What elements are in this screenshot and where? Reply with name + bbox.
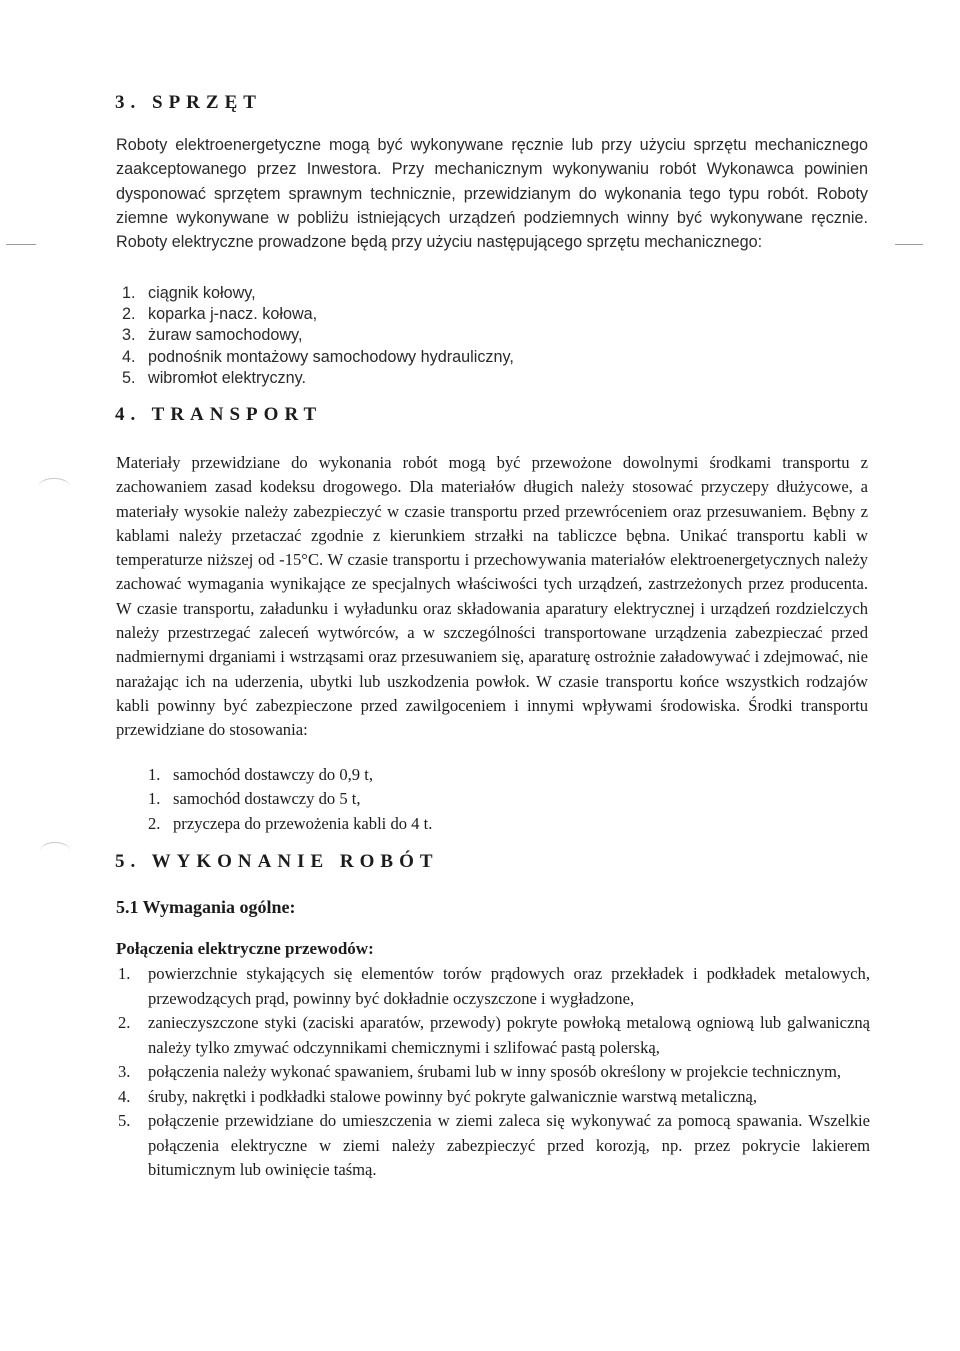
margin-mark-right: [895, 244, 923, 245]
section-heading-wykonanie: 5. WYKONANIE ROBÓT: [115, 851, 439, 872]
scan-arc-1: [38, 478, 70, 495]
list-item: 1. ciągnik kołowy,: [122, 284, 256, 302]
equipment-list: [0, 283, 514, 389]
list-item: 4. śruby, nakrętki i podkładki stalowe powinny być pokryte galwanicznie warstwą metaliczną,: [118, 1086, 758, 1106]
list-item: 5. połączenie przewidziane do umieszczenia w ziemi zaleca się wykonywać za pomocą spawania. Wszelkie połączenia elektryczne w ziemi należy zabezpieczyć przed korozją, np. przez pokrycie lakierem bitumicznym lub owinięcie taśmą.: [118, 1111, 870, 1179]
list-item: 2. przyczepa do przewożenia kabli do 4 t.: [148, 813, 433, 833]
list-item: 5. wibromłot elektryczny.: [122, 368, 307, 387]
connections-heading: Połączenia elektryczne przewodów:: [116, 939, 374, 958]
list-item: 3. połączenia należy wykonać spawaniem, śrubami lub w inny sposób określony w projekcie technicznym,: [118, 1062, 842, 1081]
list-item: 2. koparka j-nacz. kołowa,: [122, 305, 318, 324]
subsection-heading-wymagania: 5.1 Wymagania ogólne:: [116, 897, 296, 917]
transport-paragraph: Materiały przewidziane do wykonania robót mogą być przewożone dowolnymi środkami transportu z zachowaniem zasad kodeksu drogowego. Dla materiałów długich należy stosować przyczepy dłużycowe, a materiały wysokie należy zabezpieczyć w czasie transportu przed przewróceniem oraz przesuwaniem. Bębny z kablami należy przetaczać zgodnie z kierunkiem strzałki na tabliczce bębna. Unikać transportu kabli w temperaturze niższej od -15°C. W czasie transportu i przechowywania materiałów elektroenergetycznych należy zachować wymagania wynikające ze specjalnych właściwości tych urządzeń, zastrzeżonych przez producenta. W czasie transportu, załadunku i wyładunku oraz składowania aparatury elektrycznej i urządzeń rozdzielczych należy przestrzegać zaleceń wytwórców, a w szczególności transportowane urządzenia zabezpieczać przed nadmiernymi drganiami i wstrząsami oraz przesuwaniem się, aparaturę ostrożnie załadowywać i zdejmować, nie narażając ich na uderzenia, ubytki lub uszkodzenia powłok. W czasie transportu końce wszystkich rodzajów kabli powinny być zabezpieczone przed zawilgoceniem i innymi wpływami środowiska. Środki transportu przewidziane do stosowania:: [116, 453, 868, 740]
section-heading-sprzet: 3. SPRZĘT: [115, 92, 262, 113]
list-item: 1. powierzchnie stykających się elementów torów prądowych oraz przekładek i podkładek metalowych, przewodzących prąd, powinny być dokładnie oczyszczone i wygładzone,: [118, 964, 870, 1008]
sprzet-paragraph: Roboty elektroenergetyczne mogą być wykonywane ręcznie lub przy użyciu sprzętu mechanicznego zaakceptowanego przez Inwestora. Przy mechanicznym wykonywaniu robót Wykonawca powinien dysponować sprzętem sprawnym technicznie, przewidzianym do wykonania tego typu robót. Roboty ziemne wykonywane w pobliżu istniejących urządzeń podziemnych winny być wykonywane ręcznie. Roboty elektryczne prowadzone będą przy użyciu następującego sprzętu mechanicznego:: [116, 136, 868, 252]
section-heading-transport: 4. TRANSPORT: [115, 404, 323, 425]
margin-mark-left: [6, 244, 36, 245]
list-item: 1. samochód dostawczy do 5 t,: [148, 789, 361, 809]
scan-arc-2: [40, 842, 70, 859]
list-item: 2. zanieczyszczone styki (zaciski aparatów, przewody) pokryte powłoką metalową ogniową lub galwaniczną należy tylko zmywać odczynnikami chemicznymi i szlifować pastą polerską,: [118, 1013, 870, 1057]
transport-list: [0, 763, 432, 836]
connections-list: [0, 962, 870, 1183]
list-item: 3. żuraw samochodowy,: [122, 326, 303, 345]
list-item: 4. podnośnik montażowy samochodowy hydrauliczny,: [122, 347, 514, 366]
list-item: 1. samochód dostawczy do 0,9 t,: [148, 765, 374, 784]
